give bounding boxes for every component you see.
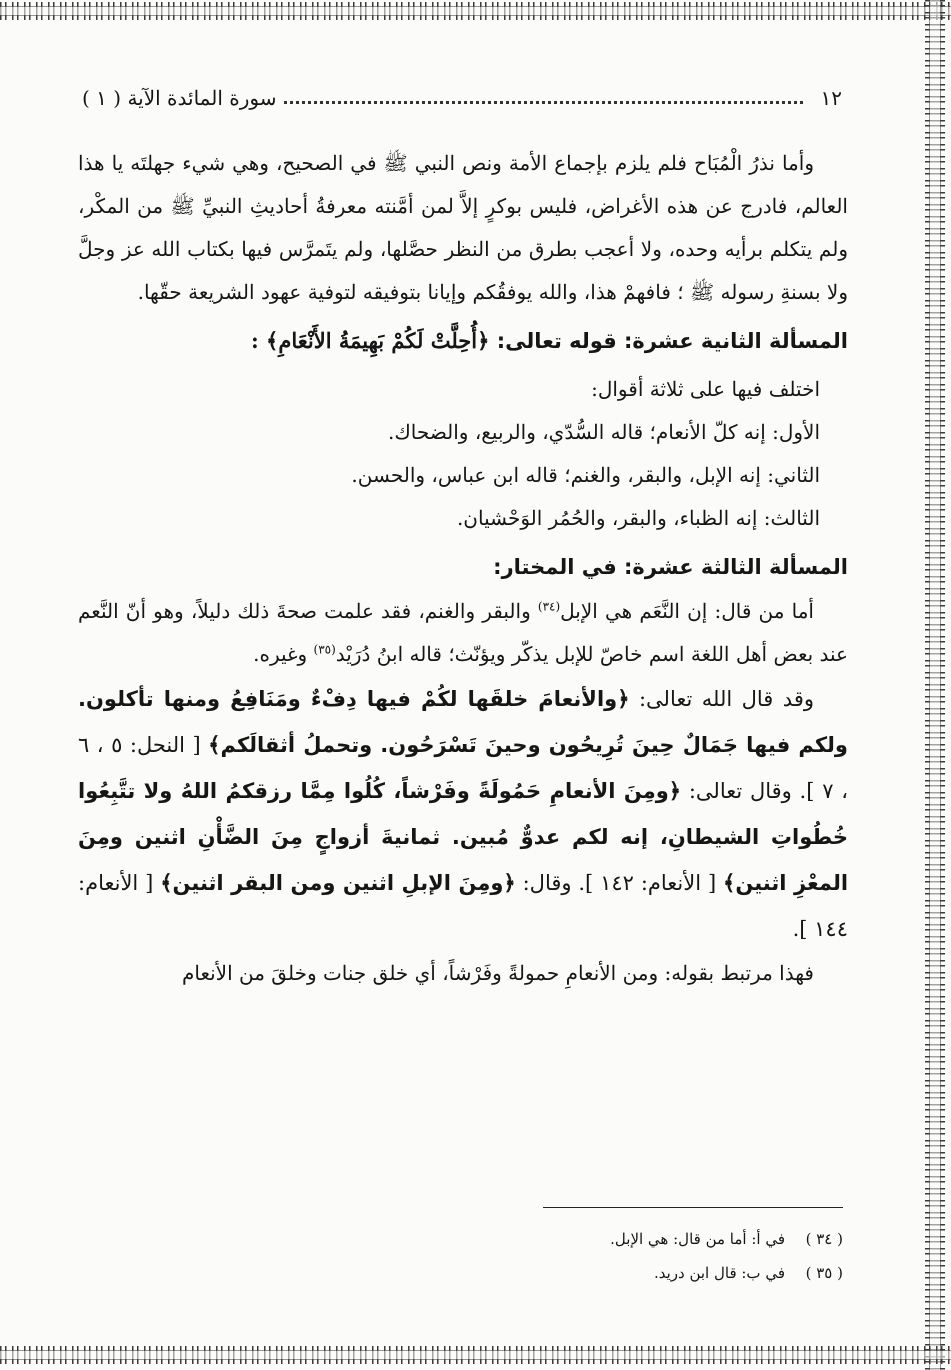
paragraph-connection: فهذا مرتبط بقوله: ومن الأنعامِ حمولةً وفَرْشاً، أي خلق جنات وخلقَ من الأنعام [181,961,814,985]
chosen-view-text-b: والبقر والغنم، فقد علمت صحةَ ذلك دليلاً، وهو أنّ النَّعم عند بعض أهل اللغة اسم خاصّ للإبل يذكّر ويؤنّث؛ قاله ابنُ دُرَيْد [78,599,848,666]
footnote-35 [300,1256,843,1290]
footnote-number: ( ٣٤ ) [805,1230,843,1248]
opinion-first: الأول: إنه كلّ الأنعام؛ قاله السُّدّي، والربيع، والضحاك. [387,420,820,444]
footnote-number: ( ٣٥ ) [805,1264,843,1282]
footnote-34 [300,1222,843,1256]
verse-nahl: ﴿والأنعامَ خلقَها لكُمْ فيها دِفْءٌ ومَنَافِعُ ومنها تأكلون. ولكم فيها جَمَالٌ حِينَ تُرِيحُون وحينَ تَسْرَحُون. وتحملُ أثقالَكم﴾ [78,687,848,757]
chosen-view-text-a: أما من قال: إن النَّعَم هي الإبل [560,599,814,623]
heading-12-label: المسألة الثانية عشرة: قوله تعالى: [496,329,848,353]
verses-intro: وقد قال الله تعالى: [629,687,814,711]
top-ornamental-border [0,2,951,20]
opinion-third: الثالث: إنه الظباء، والبقر، والحُمُر الوَحْشيان. [456,506,820,530]
running-header [82,80,842,116]
paragraph-vow: وأما نذرُ الْمُبَاح فلم يلزم بإجماع الأمة ونص النبي ﷺ في الصحيح، وهي شيء جهلتَه يا هذا العالم، فادرج عن هذه الأغراض، فليس بوكرٍ إلاَّ لمن أمَّنته معرفةُ أحاديثِ النبيِّ ﷺ من المكْر، ولم يتكلم برأيه وحده، ولا أعجب بطرق من النظر حصَّلها، ولم يتَمرَّس فيها بكتاب الله عز وجلَّ ولا بسنةِ رسوله ﷺ ؛ فافهمْ هذا، والله يوفقُكم وإيانا بتوفيقه لتوفية عهود الشريعة حقّها. [78,151,848,304]
running-title: سورة المائدة الآية ( ١ ) [82,86,277,110]
verse-anam-144: ﴿ومِنَ الإبلِ اثنين ومن البقر اثنين﴾ [160,871,516,895]
verse-anam-142: ﴿ومِنَ الأنعامِ حَمُولَةً وفَرْشاً، كُلُوا مِمَّا رزقكمُ اللهُ ولا تتَّبِعُوا خُطُواتِ الشيطانِ، إنه لكم عدوٌّ مُبين. ثمانيةَ أزواجٍ مِنَ الضَّأْنِ اثنين ومِنَ المعْزِ اثنين﴾ [78,779,849,895]
bottom-ornamental-border [0,1346,951,1364]
chosen-view-text-c: وغيره. [253,642,314,666]
paragraph-verses [78,676,848,952]
footnote-text: في أ: أما من قال: هي الإبل. [610,1230,785,1248]
footnote-ref-34[interactable]: (٣٤) [537,599,561,614]
footnote-separator [543,1207,843,1208]
citation-anam-142: [ الأنعام: ١٤٢ ]. وقال: [515,871,724,895]
footnote-text: في ب: قال ابن دريد. [653,1264,785,1282]
right-ornamental-border [925,0,945,1370]
footnotes [300,1222,843,1290]
paragraph-chosen-view [78,590,848,676]
citation-anam-144: [ الأنعام: ١٤٤ ]. [78,871,848,941]
heading-12-verse: ﴿أُحِلَّتْ لَكُمْ بَهِيمَةُ الأَنْعَامِ﴾ : [250,328,490,353]
citation-nahl: [ النحل: ٥ ، ٦ ، ٧ ]. وقال تعالى: [78,733,849,803]
opinion-second: الثاني: إنه الإبل، والبقر، والغنم؛ قاله ابن عباس، والحسن. [351,463,820,487]
main-text [78,142,848,995]
page-number: ١٢ [820,86,842,110]
section-heading-13: المسألة الثالثة عشرة: في المختار: [493,555,848,579]
opinions-intro: اختلف فيها على ثلاثة أقوال: [591,377,820,401]
footnote-ref-35[interactable]: (٣٥) [313,642,336,657]
dotted-leader [284,101,802,104]
section-heading-12 [78,318,848,364]
